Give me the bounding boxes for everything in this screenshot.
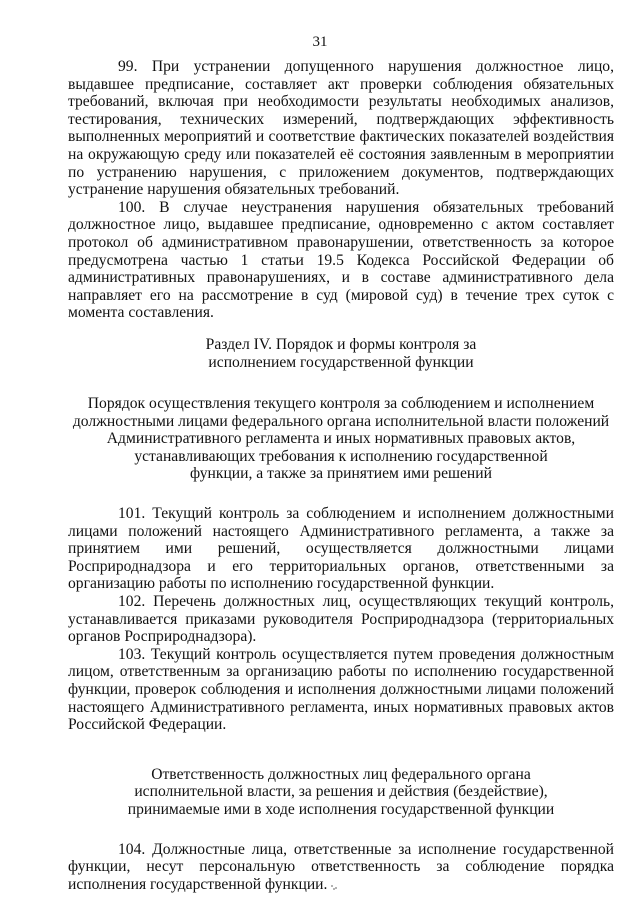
paragraph-104: 104. Должностные лица, ответственные за исполнение государственной функции, несут персональную ответственность за соблюдение порядка исполнения государственной функции. [68,840,614,893]
scan-speck [331,885,339,890]
paragraph-101: 101. Текущий контроль за соблюдением и исполнением должностными лицами положений настоящего Административного регламента, а также за принятием ими решений, осуществляется должностными лицами Росприроднадзора и его территориальных органов, ответственными за организацию работы по исполнению государственной функции. [68,505,614,593]
section-title-line: Раздел IV. Порядок и формы контроля за [205,335,477,353]
document-body [68,58,614,893]
subsection-title-current-control [68,395,614,483]
section-title [68,336,614,371]
paragraph-103: 103. Текущий контроль осуществляется путем проведения должностным лицом, ответственным за организацию работы по исполнению государственной функции, проверок соблюдения и исполнения должностными лицами положений настоящего Административного регламента, иных нормативных правовых актов Российской Федерации. [68,645,614,734]
paragraph-99: 99. При устранении допущенного нарушения должностное лицо, выдавшее предписание, составляет акт проверки соблюдения обязательных требований, включая при необходимости результаты необходимых анализов, тестирования, технических измерений, подтверждающих эффективность выполненных мероприятий и соответствие фактических показателей воздействия на окружающую среду или показателей её состояния заявленным в мероприятии по устранению нарушения, с приложением документов, подтверждающих устранение нарушения обязательных требований. [68,58,614,199]
subsection-title-line: Административного регламента и иных нормативных правовых актов, [106,430,576,448]
paragraph-102: 102. Перечень должностных лиц, осуществляющих текущий контроль, устанавливается приказами руководителя Росприроднадзора (территориальных органов Росприроднадзора). [68,593,614,646]
subsection-title-line: функции, а также за принятием ими решений [190,465,492,483]
section-title-line: исполнением государственной функции [208,353,474,371]
paragraph-100: 100. В случае неустранения нарушения обязательных требований должностное лицо, выдавшее предписание, одновременно с актом составляет протокол об административном правонарушении, ответственность за которое предусмотрена частью 1 статьи 19.5 Кодекса Российской Федерации об административных правонарушениях, и в составе административного дела направляет его на рассмотрение в суд (мировой суд) в течение трех суток с момента составления. [68,198,614,322]
page-number: 31 [312,34,328,50]
subsection-title-responsibility [68,766,614,819]
subsection-title-line: принимаемые ими в ходе исполнения государственной функции [127,800,555,818]
subsection-title-line: должностными лицами федерального органа исполнительной власти положений [72,412,610,430]
subsection-title-line: исполнительной власти, за решения и действия (бездействие), [134,783,548,801]
subsection-title-line: Порядок осуществления текущего контроля за соблюдением и исполнением [87,395,595,413]
subsection-title-line: устанавливающих требования к исполнению государственной [134,447,548,465]
subsection-title-line: Ответственность должностных лиц федерального органа [151,765,531,783]
